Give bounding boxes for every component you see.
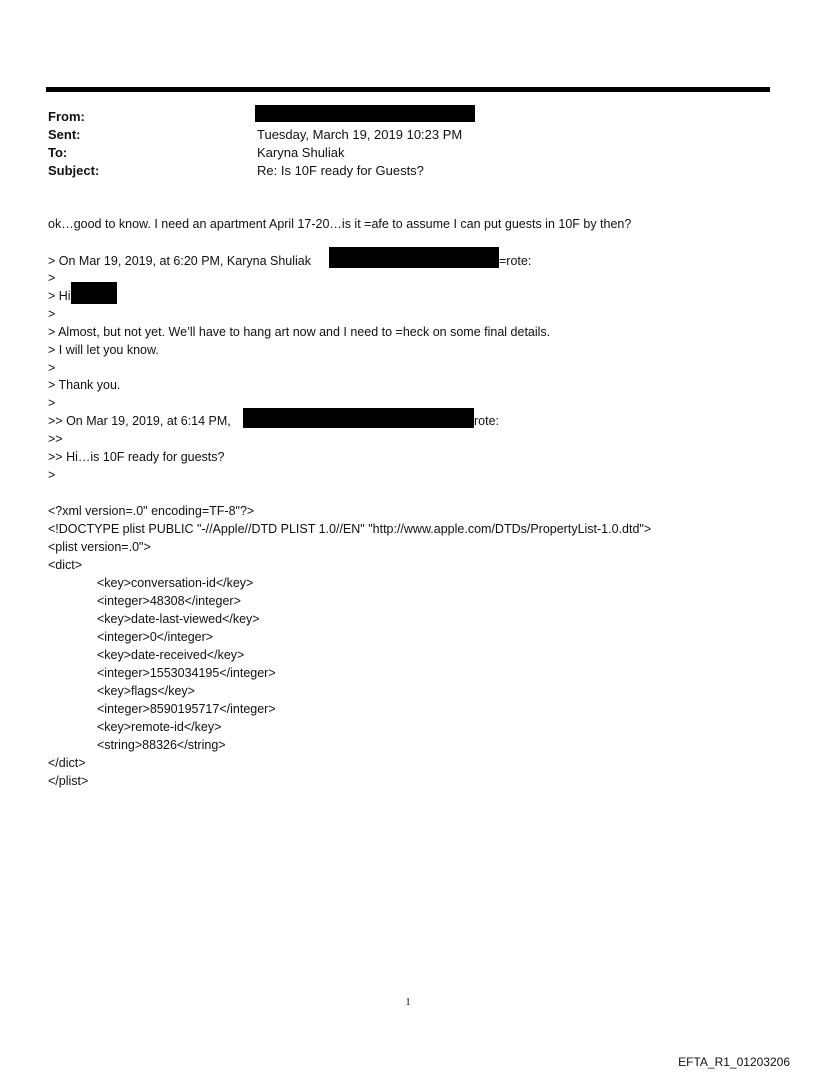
quote-line: >>: [48, 432, 63, 446]
to-value: Karyna Shuliak: [257, 145, 345, 160]
plist-doctype: <!DOCTYPE plist PUBLIC "-//Apple//DTD PLIST 1.0//EN" "http://www.apple.com/DTDs/PropertyList-1.0.dtd">: [48, 522, 652, 536]
nested-quote-header-text: >> On Mar 19, 2019, at 6:14 PM,: [48, 414, 231, 428]
plist-entry: <key>flags</key>: [97, 684, 195, 698]
name-redaction: [71, 282, 117, 304]
quote-header-text: > On Mar 19, 2019, at 6:20 PM, Karyna Shuliak: [48, 254, 311, 268]
quote-line: > I will let you know.: [48, 343, 159, 357]
plist-xml-declaration: <?xml version=.0" encoding=TF-8"?>: [48, 504, 255, 518]
quote-line: >: [48, 271, 56, 285]
quote-line: >: [48, 361, 56, 375]
plist-entry: <integer>48308</integer>: [97, 594, 241, 608]
quote-line: > Thank you.: [48, 378, 121, 392]
subject-value: Re: Is 10F ready for Guests?: [257, 163, 424, 178]
sent-value: Tuesday, March 19, 2019 10:23 PM: [257, 127, 463, 142]
body-line: ok…good to know. I need an apartment April 17-20…is it =afe to assume I can put guests in 10F by then?: [48, 217, 632, 231]
to-label: To:: [48, 145, 68, 160]
plist-entry: <key>date-received</key>: [97, 648, 245, 662]
page-number: 1: [405, 996, 411, 1008]
quote-line: >> Hi…is 10F ready for guests?: [48, 450, 225, 464]
plist-entry: <integer>8590195717</integer>: [97, 702, 276, 716]
subject-label: Subject:: [48, 163, 100, 178]
quote-greeting: > Hi: [48, 289, 71, 303]
dict-close-tag: </dict>: [48, 756, 86, 770]
plist-entry: <integer>1553034195</integer>: [97, 666, 276, 680]
plist-entry: <string>88326</string>: [97, 738, 226, 752]
quote-header-suffix: =rote:: [499, 254, 532, 268]
quote-line: >: [48, 468, 56, 482]
sent-label: Sent:: [48, 127, 81, 142]
nested-quote-header-suffix: rote:: [474, 414, 500, 428]
quote-line: [48, 413, 500, 430]
plist-open-tag: <plist version=.0">: [48, 540, 151, 554]
header-rule: [46, 87, 770, 92]
dict-open-tag: <dict>: [48, 558, 83, 572]
quote-line: >: [48, 307, 56, 321]
quote-line: > Almost, but not yet. We’ll have to hang art now and I need to =heck on some final details.: [48, 325, 551, 339]
plist-entry: <key>remote-id</key>: [97, 720, 222, 734]
plist-entry: <key>date-last-viewed</key>: [97, 612, 260, 626]
quote-line: [48, 288, 71, 305]
quote-line: [48, 253, 532, 270]
email-redaction: [329, 247, 499, 268]
plist-entry: <integer>0</integer>: [97, 630, 214, 644]
plist-close-tag: </plist>: [48, 774, 89, 788]
from-label: From:: [48, 109, 85, 124]
sender-redaction: [243, 408, 474, 428]
quote-line: >: [48, 396, 56, 410]
document-id: EFTA_R1_01203206: [678, 1055, 790, 1069]
from-redaction: [255, 105, 475, 122]
plist-entry: <key>conversation-id</key>: [97, 576, 254, 590]
